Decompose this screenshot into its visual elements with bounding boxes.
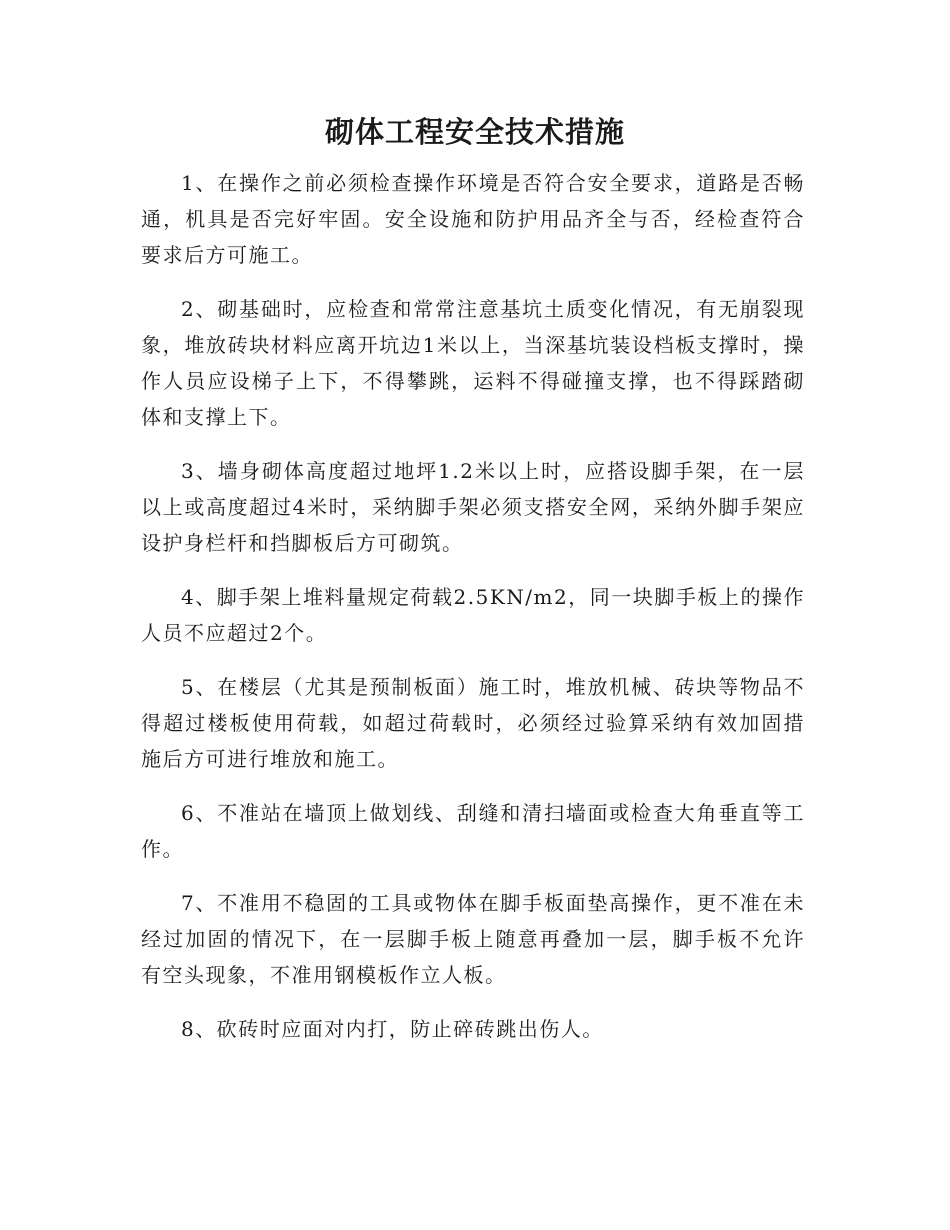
paragraph-3: 3、墙身砌体高度超过地坪1.2米以上时，应搭设脚手架，在一层以上或高度超过4米时，采纳脚手架必须支搭安全网，采纳外脚手架应设护身栏杆和挡脚板后方可砌筑。 [141, 459, 805, 555]
document-title: 砌体工程安全技术措施 [324, 115, 625, 149]
document-body [141, 165, 805, 1065]
paragraph-8: 8、砍砖时应面对内打，防止碎砖跳出伤人。 [181, 1017, 604, 1041]
paragraph-4: 4、脚手架上堆料量规定荷载2.5KN/m2，同一块脚手板上的操作人员不应超过2个。 [141, 585, 805, 645]
paragraph-7: 7、不准用不稳固的工具或物体在脚手板面垫高操作，更不准在未经过加固的情况下，在一层脚手板上随意再叠加一层，脚手板不允许有空头现象，不准用钢模板作立人板。 [141, 891, 805, 987]
paragraph-1: 1、在操作之前必须检查操作环境是否符合安全要求，道路是否畅通，机具是否完好牢固。安全设施和防护用品齐全与否，经检查符合要求后方可施工。 [141, 171, 805, 267]
paragraph-5: 5、在楼层（尤其是预制板面）施工时，堆放机械、砖块等物品不得超过楼板使用荷载，如超过荷载时，必须经过验算采纳有效加固措施后方可进行堆放和施工。 [141, 675, 805, 771]
paragraph-6: 6、不准站在墙顶上做划线、刮缝和清扫墙面或检查大角垂直等工作。 [141, 801, 805, 861]
paragraph-2: 2、砌基础时，应检查和常常注意基坑土质变化情况，有无崩裂现象，堆放砖块材料应离开坑边1米以上，当深基坑装设档板支撑时，操作人员应设梯子上下，不得攀跳，运料不得碰撞支撑，也不得踩踏砌体和支撑上下。 [141, 297, 805, 429]
